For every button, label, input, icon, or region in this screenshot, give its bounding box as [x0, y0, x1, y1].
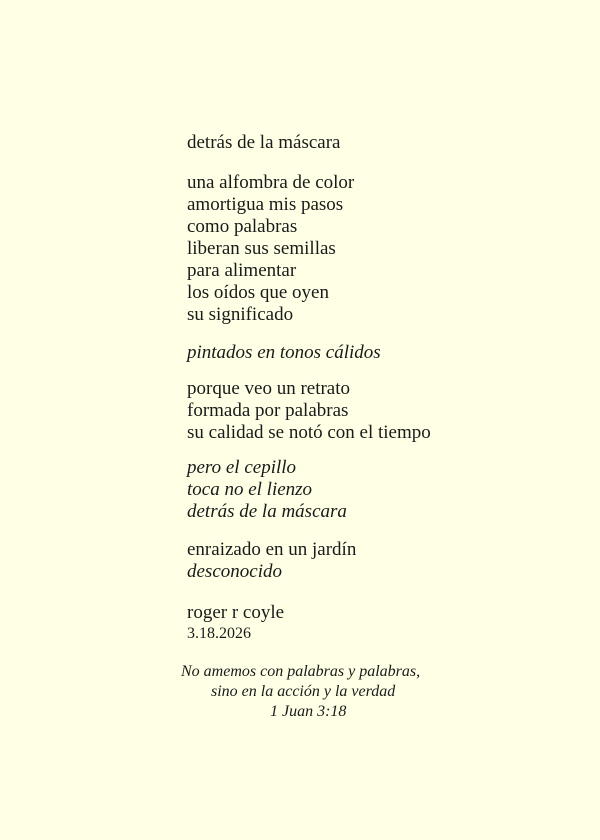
poem-line: su significado — [187, 304, 294, 325]
poem-line: liberan sus semillas — [187, 238, 336, 259]
poem-line: desconocido — [187, 561, 282, 582]
poem-line: formada por palabras — [187, 400, 349, 421]
poem-stanza — [187, 457, 347, 523]
poem-line: detrás de la máscara — [187, 501, 347, 522]
epigraph-quote — [0, 662, 600, 722]
poem-stanza — [187, 539, 356, 583]
poem-date: 3.18.2026 — [187, 625, 251, 642]
poem-stanza — [187, 378, 431, 444]
epigraph-line: No amemos con palabras y palabras, — [181, 663, 421, 680]
poem-title: detrás de la máscara — [187, 132, 341, 153]
epigraph-line: sino en la acción y la verdad — [211, 683, 396, 700]
poem-line: pero el cepillo — [187, 457, 297, 478]
poem-line: pintados en tonos cálidos — [187, 342, 381, 363]
author-signature: roger r coyle — [187, 602, 285, 623]
poem-line: como palabras — [187, 216, 298, 237]
poem-stanza — [187, 172, 354, 326]
poem-line: porque veo un retrato — [187, 378, 351, 399]
poem-line: amortigua mis pasos — [187, 194, 344, 215]
poem-line: enraizado en un jardín — [187, 539, 357, 560]
poem-line: su calidad se notó con el tiempo — [187, 422, 431, 443]
poem-line: una alfombra de color — [187, 172, 355, 193]
poem-line: los oídos que oyen — [187, 282, 329, 303]
poem-line: para alimentar — [187, 260, 297, 281]
poem-stanza — [187, 342, 381, 364]
epigraph-reference: 1 Juan 3:18 — [270, 703, 347, 720]
poem-line: toca no el lienzo — [187, 479, 313, 500]
